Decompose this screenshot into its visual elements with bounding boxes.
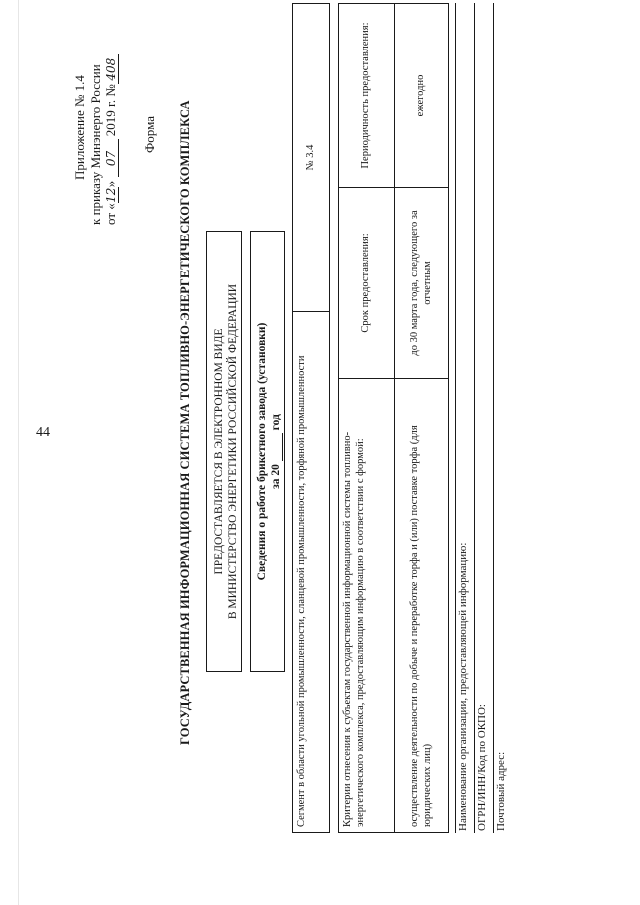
periodicity-header: Периодичность предоставления:	[339, 4, 395, 188]
page-number: 44	[36, 425, 50, 440]
report-period	[269, 232, 283, 671]
table-row	[395, 4, 449, 833]
deadline-header: Срок предоставления:	[339, 188, 395, 379]
deadline-value: до 30 марта года, следующего за отчетным	[395, 188, 449, 379]
year-blank	[270, 433, 283, 461]
ogrn-row	[474, 3, 488, 833]
electronic-submission-banner	[206, 231, 242, 672]
appendix-order: к приказу Минэнерго России	[87, 64, 103, 225]
criteria-header: Критерии отнесения к субъектам государственной информационной системы топливно-энергетического комплекса, предоставляющим информацию в соответствии с формой:	[339, 379, 395, 833]
table-row	[293, 4, 330, 833]
periodicity-value: ежегодно	[395, 4, 449, 188]
date-month: 07	[105, 139, 119, 177]
main-title: ГОСУДАРСТВЕННАЯ ИНФОРМАЦИОННАЯ СИСТЕМА ТОПЛИВНО-ЭНЕРГЕТИЧЕСКОГО КОМПЛЕКСА	[178, 100, 192, 745]
criteria-table	[338, 3, 449, 833]
date-prefix: от «	[103, 203, 118, 225]
segment-table	[292, 3, 330, 833]
date-day: 12	[104, 187, 118, 203]
appendix-block	[72, 20, 119, 225]
date-mid: »	[103, 180, 118, 188]
criterion-text: осуществление деятельности по добыче и переработке торфа и (или) поставке торфа (для юридических лиц)	[395, 379, 449, 833]
address-row	[493, 3, 507, 833]
appendix-date-line	[103, 20, 119, 225]
order-number: 408	[105, 54, 119, 84]
report-title: Сведения о работе брикетного завода (установки)	[256, 322, 268, 581]
org-name-label: Наименование организации, предоставляющей информацию:	[457, 542, 469, 831]
ogrn-label: ОГРН/ИНН/Код по ОКПО:	[476, 704, 488, 831]
table-row	[339, 4, 395, 833]
address-label: Почтовый адрес:	[495, 751, 507, 831]
date-year: 2019 г. №	[103, 84, 118, 137]
organization-info	[455, 3, 515, 833]
period-suffix: год	[270, 414, 282, 431]
form-label: Форма	[142, 116, 157, 153]
form-number: № 3.4	[293, 4, 330, 312]
appendix-title: Приложение № 1.4	[72, 75, 87, 180]
banner-line-2: В МИНИСТЕРСТВО ЭНЕРГЕТИКИ РОССИЙСКОЙ ФЕДЕРАЦИИ	[227, 283, 239, 620]
org-name-row	[455, 3, 469, 833]
banner-line-1: ПРЕДОСТАВЛЯЕТСЯ В ЭЛЕКТРОННОМ ВИДЕ	[213, 328, 225, 575]
segment-label: Сегмент в области угольной промышленности, сланцевой промышленности, торфяной промышленности	[293, 312, 330, 833]
period-prefix: за 20	[270, 464, 282, 489]
report-title-box	[250, 231, 285, 672]
